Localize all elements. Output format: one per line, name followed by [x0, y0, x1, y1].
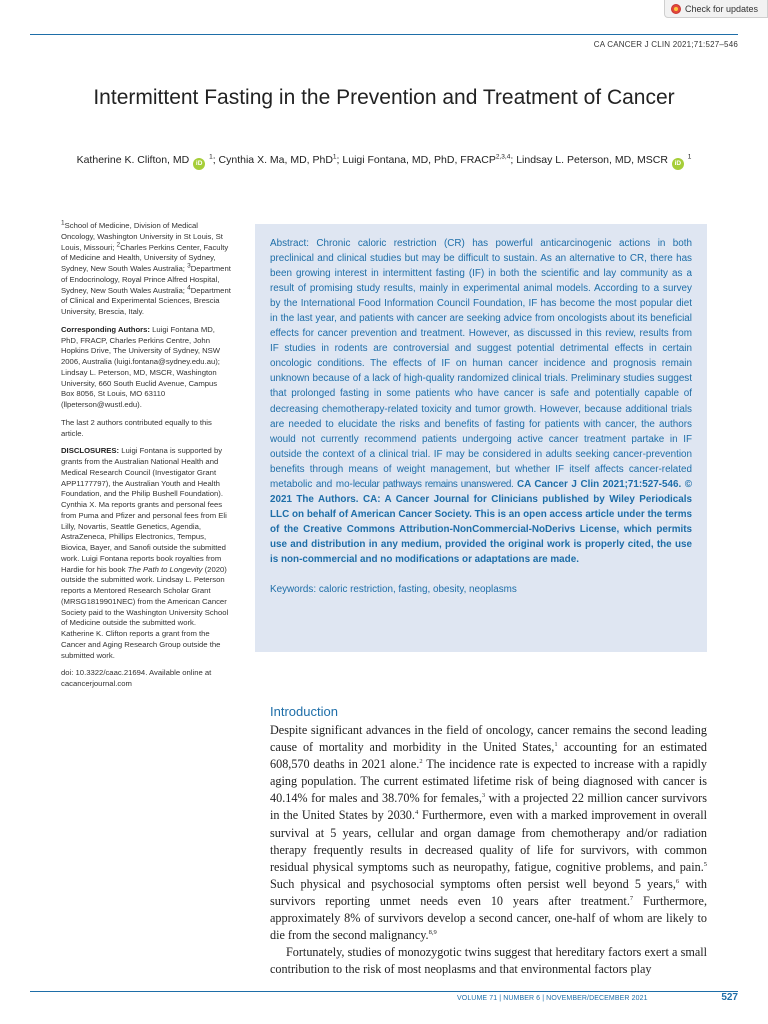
reference-number[interactable]: 7 [629, 894, 634, 902]
author-list: Katherine K. Clifton, MD iD $^1$; Cynthia X. Ma, MD, PhD$^1$; Luigi Fontana, MD, PhD, FRACP$^{2,3,4}$; Lindsay L. Peterson, MD, MSCR iD $^1$ [30, 154, 738, 170]
affiliation-number: 4 [187, 283, 191, 291]
body-text: Furthermore, approximately 8% of survivors develop a second cancer, one-half of whom are likely to die from the second malignancy. [270, 893, 708, 943]
affiliation-number: 1 [61, 219, 65, 227]
reference-number[interactable]: 8,9 [428, 929, 437, 937]
disclosures-text: (2020) outside the submitted work. Lindsay L. Peterson reports a Mentored Research Scholar Grant (MRSG1819901NEC) from the American Cancer Society paid to the Washington University School of Medicine outside the submitted work. Katherine K. Clifton reports a grant from the Cancer and Aging Research Group outside the submitted work. [61, 564, 229, 660]
running-head: CA CANCER J CLIN 2021;71:527–546 [593, 40, 738, 49]
section-heading-introduction: Introduction [270, 704, 338, 719]
crossmark-icon [671, 4, 681, 14]
check-for-updates-button[interactable] [664, 0, 768, 18]
body-text: Such physical and psychosocial symptoms often persist well beyond 5 years, [270, 876, 676, 891]
disclosures [61, 446, 231, 661]
abstract-paragraph: Abstract: Chronic caloric restriction (CR) has powerful anticarcinogenic actions in both preclinical and clinical studies but may be difficult to sustain. As an alternative to CR, there has been growing interest in intermittent fasting (IF) in both the scientific and lay community as a result of promising study results, mainly in experimental animal models. According to a survey by the International Food Information Council Foundation, IF has become the most popular diet in the last year, and patients with cancer are seeking advice from oncologists about its beneficial effects for cancer prevention and treatment. However, as discussed in this review, results from IF studies in rodents are controversial and suggest potential detrimental effects in certain oncologic conditions. The effects of IF on human cancer incidence and prognosis remain unknown because of a lack of high-quality randomized clinical trials. Preliminary studies suggest that prolonged fasting in some patients who have cancer is safe and potentially capable of decreasing chemotherapy-related toxicity and tumor growth. However, because additional trials are needed to elucidate the risks and benefits of fasting for patients with cancer, the authors would not currently recommend patients undergoing active cancer treatment partake in IF outside the context of a clinical trial. IF may be considered in adults seeking cancer-prevention benefits through means of weight management, but whether IF itself affects cancer-related metabolic and mo-lecular pathways remains unanswered. CA Cancer J Clin 2021;71:527-546. © 2021 The Authors. CA: A Cancer Journal for Clinicians published by Wiley Periodicals LLC on behalf of American Cancer Society. This is an open access article under the terms of the Creative Commons Attribution-NonCommercial-NoDerivs License, which permits use and distribution in any medium, provided the original work is properly cited, the use is non-commercial and no modifications or adaptations are made. [270, 238, 693, 565]
body-text: The incidence rate is expected to increase with a rapidly aging population. The current estimated lifetime risk of being diagnosed with cancer is 40.14% for males and 38.70% for females, [270, 757, 707, 806]
reference-number[interactable]: 2 [419, 758, 423, 766]
affiliation-text: Department of Clinical and Experimental Sciences, Brescia University, Brescia, Italy. [61, 285, 231, 316]
body-paragraph: Fortunately, studies of monozygotic twins suggest that hereditary factors exert a small contribution to the risk of most neoplasms and that environmental factors play [270, 945, 707, 977]
abstract-label: Abstract [270, 238, 307, 249]
footer-rule [30, 991, 738, 992]
affiliation-text: Charles Perkins Center, Faculty of Medicine and Health, University of Sydney, Sydney, New South Wales Australia; [61, 242, 229, 273]
author-name: Katherine K. Clifton, MD [76, 154, 190, 166]
author-affiliation: 1 [332, 153, 337, 161]
affiliation-text: Department of Endocrinology, Royal Prince Alfred Hospital, Sydney, New South Wales Australia; [61, 264, 231, 295]
article-title: Intermittent Fasting in the Prevention and Treatment of Cancer [93, 86, 675, 109]
reference-number[interactable]: 6 [675, 877, 680, 885]
affiliations [61, 221, 231, 318]
body-text: with survivors reporting unmet needs even 10 years after treatment. [270, 876, 708, 908]
body-paragraph [270, 722, 707, 944]
license-text: CA: A Cancer Journal for Clinicians published by Wiley Periodicals LLC on behalf of American Cancer Society. This is an open access article under the terms of the Creative Commons Attribution-NonCommercial-NoDerivs License, which permits use and distribution in any medium, provided the original work is properly cited, the use is non-commercial and no modifications or adaptations are made. [270, 493, 692, 565]
keywords-text: caloric restriction, fasting, obesity, neoplasms [318, 584, 517, 596]
disclosures-label: DISCLOSURES: [61, 446, 120, 456]
author-affiliation: 2,3,4 [495, 153, 511, 161]
body-text: with a projected 22 million cancer survivors in the United States by 2030. [270, 791, 707, 823]
reference-number[interactable]: 1 [554, 741, 558, 749]
author-name: Luigi Fontana, MD, PhD, FRACP [342, 154, 496, 166]
header-rule [30, 34, 738, 35]
abstract-text-end: lecular pathways remains unanswered. [352, 478, 514, 490]
orcid-icon[interactable]: iD [193, 158, 205, 170]
introduction-body [270, 722, 707, 978]
sidebar-notes [61, 221, 231, 697]
body-text: Furthermore, even with a marked improvement in overall survival at 5 years, cellular and organ damage from chemotherapy and/or radiation therapy frequently results in decreased quality of life for survivors, with common residual physical symptoms such as neuropathy, fatigue, cognitive problems, and pain. [270, 808, 707, 874]
keywords: Keywords: caloric restriction, fasting, obesity, neoplasms [270, 584, 517, 596]
abstract-box [255, 224, 707, 652]
corresponding-label: Corresponding Authors: [61, 324, 150, 334]
body-text: accounting for an estimated 608,570 deaths in 2021 alone. [270, 740, 707, 772]
corresponding-text: Luigi Fontana MD, PhD, FRACP, Charles Perkins Centre, John Hopkins Drive, The University of Sydney, NSW 2006, Australia (luigi.fontana@sydney.edu.au); Lindsay L. Peterson, MD, MSCR, Washington University, 660 South Euclid Avenue, Campus Box 8056, St Louis, MO 63110 (llpeterson@wustl.edu). [61, 324, 221, 409]
citation-text: CA Cancer J Clin 2021;71:527-546. © 2021 The Authors. [270, 478, 693, 505]
affiliation-number: 3 [187, 262, 191, 270]
reference-number[interactable]: 3 [481, 792, 486, 800]
reference-number[interactable]: 4 [414, 809, 419, 817]
author-affiliation: 1 [209, 153, 213, 161]
orcid-icon[interactable]: iD [672, 158, 684, 170]
keywords-label: Keywords [270, 584, 314, 596]
affiliation-number: 2 [116, 240, 121, 248]
abstract-text: Chronic caloric restriction (CR) has powerful anticarcinogenic actions in both preclinical and clinical studies but may be difficult to sustain. As an alternative to CR, there has been growing interest in intermittent fasting (IF) in both the scientific and lay community as a result of promising study results, mainly in experimental animal models. According to a survey by the International Food Information Council Foundation, IF has become the most popular diet in the last year, and patients with cancer are seeking advice from oncologists about its beneficial effects for cancer prevention and treatment. However, as discussed in this review, results from IF studies in rodents are controversial and suggest potential detrimental effects in certain oncologic conditions. The effects of IF on human cancer incidence and prognosis remain unknown because of a lack of high-quality randomized clinical trials. Preliminary studies suggest that prolonged fasting in some patients who have cancer is safe and potentially capable of decreasing chemotherapy-related toxicity and tumor growth. However, because additional trials are needed to elucidate the risks and benefits of fasting for patients with cancer, the authors would not currently recommend patients undergoing active cancer treatment partake in IF outside the context of a clinical trial. IF may be considered in adults seeking cancer-prevention benefits through means of weight management, but whether IF itself affects cancer-related metabolic and mo- [270, 238, 692, 490]
doi-note[interactable]: doi: 10.3322/caac.21694. Available online at cacancerjournal.com [61, 668, 212, 688]
equal-contribution-note: The last 2 authors contributed equally to this article. [61, 417, 212, 438]
author-name: Cynthia X. Ma, MD, PhD [218, 154, 333, 166]
book-title: The Path to Longevity [127, 564, 203, 574]
footer-issue-info: VOLUME 71 | NUMBER 6 | NOVEMBER/DECEMBER 2021 [457, 995, 648, 1002]
disclosures-text: Luigi Fontana is supported by grants from the Australian National Health and Medical Research Council (Investigator Grant APP1177797), the Australian Youth and Health Foundation, and the Philip Bushell Foundation). Cynthia X. Ma reports grants and personal fees from Puma and Pfizer and personal fees from Eli Lilly, Novartis, Seattle Genetics, Agendia, AstraZeneca, Phillips Electronics, Tempus, Biovica, Bayer, and Sanofi outside the submitted work. Luigi Fontana reports book royalties from Hardie for his book [61, 446, 227, 574]
page-number: 527 [721, 992, 738, 1003]
check-for-updates-label: Check for updates [685, 4, 759, 14]
reference-number[interactable]: 5 [703, 860, 707, 868]
affiliation-text: School of Medicine, Division of Medical Oncology, Washington University in St Louis, St Louis, Missouri; [61, 221, 223, 252]
corresponding-authors [61, 325, 231, 411]
author-name: Lindsay L. Peterson, MD, MSCR [516, 154, 668, 166]
author-affiliation: 1 [687, 153, 692, 161]
body-text: Despite significant advances in the field of oncology, cancer remains the second leading cause of mortality and morbidity in the United States, [270, 723, 707, 755]
